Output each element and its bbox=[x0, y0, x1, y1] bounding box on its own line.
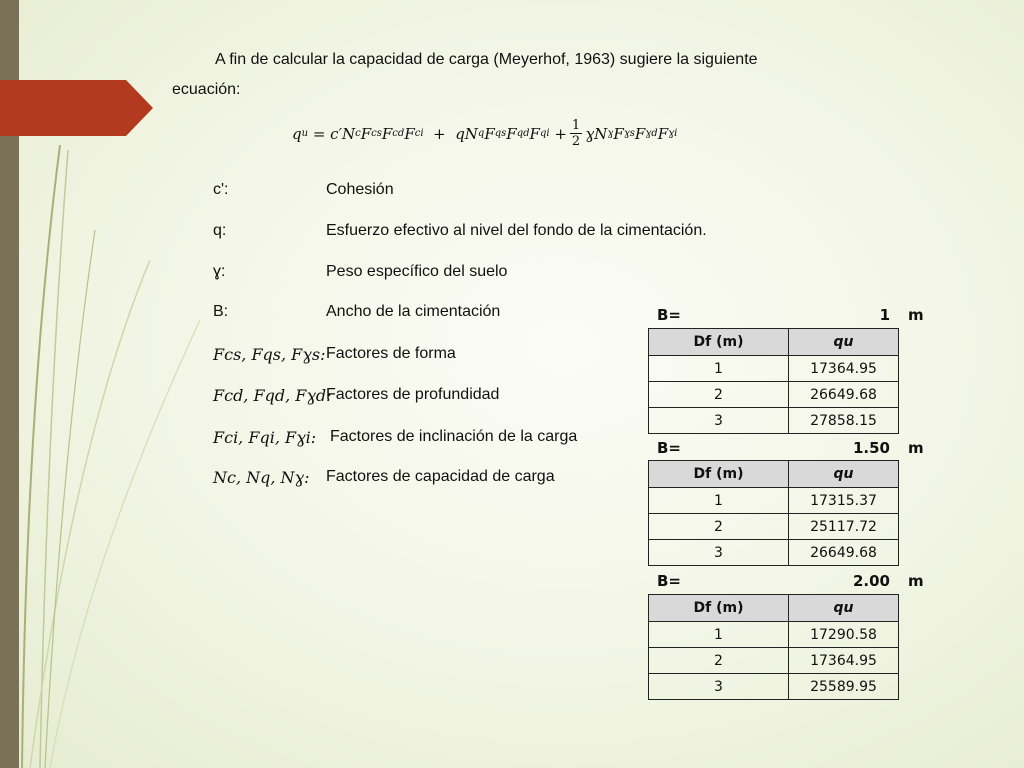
table-3-unit: m bbox=[908, 572, 924, 590]
qu-cell: 27858.15 bbox=[789, 408, 899, 434]
intro-line-1: A fin de calcular la capacidad de carga (Meyerhof, 1963) sugiere la siguiente bbox=[215, 51, 758, 68]
table-header bbox=[649, 595, 899, 622]
qu-table-3 bbox=[648, 594, 899, 700]
qu-cell: 25117.72 bbox=[789, 514, 899, 540]
df-cell: 3 bbox=[649, 674, 789, 700]
table-header bbox=[649, 461, 899, 488]
qu-table-1 bbox=[648, 328, 899, 434]
col-qu-header: qu bbox=[789, 329, 899, 356]
df-cell: 1 bbox=[649, 622, 789, 648]
col-df-header: Df (m) bbox=[649, 595, 789, 622]
def-symbol-q: q: bbox=[213, 222, 227, 239]
qu-cell: 26649.68 bbox=[789, 382, 899, 408]
col-qu-header: qu bbox=[789, 461, 899, 488]
qu-table-2 bbox=[648, 460, 899, 566]
table-row bbox=[649, 488, 899, 514]
df-cell: 3 bbox=[649, 540, 789, 566]
table-2-b-value: 1.50 bbox=[852, 439, 890, 457]
def-symbol-depth: Fcd, Fqd, Fɣd: bbox=[213, 386, 332, 405]
qu-cell: 26649.68 bbox=[789, 540, 899, 566]
table-1-unit: m bbox=[908, 306, 924, 324]
qu-cell: 17315.37 bbox=[789, 488, 899, 514]
df-cell: 2 bbox=[649, 382, 789, 408]
def-symbol-b: B: bbox=[213, 303, 229, 320]
def-text-b: Ancho de la cimentación bbox=[326, 303, 501, 320]
table-row bbox=[649, 514, 899, 540]
table-row bbox=[649, 408, 899, 434]
def-text-depth: Factores de profundidad bbox=[326, 386, 500, 403]
intro-line-2: ecuación: bbox=[172, 81, 241, 98]
qu-cell: 25589.95 bbox=[789, 674, 899, 700]
table-row bbox=[649, 648, 899, 674]
table-header bbox=[649, 329, 899, 356]
df-cell: 2 bbox=[649, 648, 789, 674]
table-row bbox=[649, 540, 899, 566]
qu-cell: 17290.58 bbox=[789, 622, 899, 648]
col-df-header: Df (m) bbox=[649, 329, 789, 356]
def-text-inclination: Factores de inclinación de la carga bbox=[330, 428, 578, 445]
meyerhof-equation: q u = c′N c F cs F cd F ci + qN q F qs F qd F qi + $\frac{1}{2}$ ɣN ɣ F ɣs F ɣd F ɣi bbox=[292, 118, 678, 149]
col-df-header: Df (m) bbox=[649, 461, 789, 488]
table-2-b-label: B= bbox=[657, 439, 682, 457]
def-symbol-cohesion: c': bbox=[213, 181, 229, 198]
table-row bbox=[649, 382, 899, 408]
table-3-b-label: B= bbox=[657, 572, 682, 590]
def-symbol-inclination: Fci, Fqi, Fɣi: bbox=[213, 428, 317, 447]
qu-cell: 17364.95 bbox=[789, 356, 899, 382]
table-2-unit: m bbox=[908, 439, 924, 457]
table-row bbox=[649, 674, 899, 700]
def-symbol-shape: Fcs, Fqs, Fɣs: bbox=[213, 345, 326, 364]
def-text-capacity: Factores de capacidad de carga bbox=[326, 468, 555, 485]
df-cell: 1 bbox=[649, 356, 789, 382]
def-text-q: Esfuerzo efectivo al nivel del fondo de la cimentación. bbox=[326, 222, 707, 239]
df-cell: 2 bbox=[649, 514, 789, 540]
table-1-b-value: 1 bbox=[879, 306, 890, 324]
def-text-gamma: Peso específico del suelo bbox=[326, 263, 508, 280]
table-3-b-value: 2.00 bbox=[852, 572, 890, 590]
df-cell: 1 bbox=[649, 488, 789, 514]
table-row bbox=[649, 622, 899, 648]
table-row bbox=[649, 356, 899, 382]
red-arrow-tab bbox=[0, 80, 153, 136]
df-cell: 3 bbox=[649, 408, 789, 434]
table-1-b-label: B= bbox=[657, 306, 682, 324]
def-symbol-capacity: Nc, Nq, Nɣ: bbox=[213, 468, 310, 487]
def-text-shape: Factores de forma bbox=[326, 345, 456, 362]
col-qu-header: qu bbox=[789, 595, 899, 622]
qu-cell: 17364.95 bbox=[789, 648, 899, 674]
def-symbol-gamma: ɣ: bbox=[213, 263, 226, 280]
def-text-cohesion: Cohesión bbox=[326, 181, 394, 198]
